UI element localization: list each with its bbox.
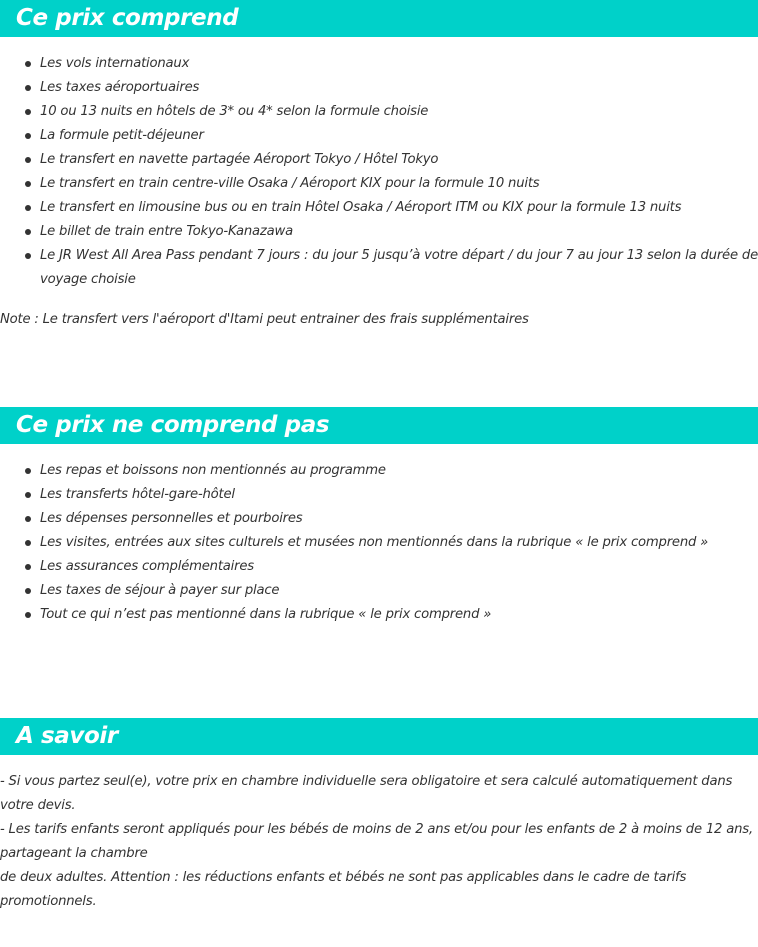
info-paragraph: - Les tarifs enfants seront appliqués pour les bébés de moins de 2 ans et/ou pour les enfants de 2 à moins de 12 ans, partageant la chambre (0, 822, 753, 861)
list-item: Les taxes aéroportuaires (40, 76, 758, 100)
list-item: Le JR West All Area Pass pendant 7 jours : du jour 5 jusqu’à votre départ / du jour 7 au jour 13 selon la durée de voyage choisie (40, 244, 758, 292)
list-item: Les transferts hôtel-gare-hôtel (40, 483, 758, 507)
list-item: Les dépenses personnelles et pourboires (40, 507, 758, 531)
section-header-includes (0, 0, 758, 37)
list-item: Les visites, entrées aux sites culturels et musées non mentionnés dans la rubrique « le prix comprend » (40, 531, 758, 555)
info-paragraph: de deux adultes. Attention : les réductions enfants et bébés ne sont pas applicables dans le cadre de tarifs promotionnels. (0, 870, 687, 909)
section-title-excludes: Ce prix ne comprend pas (16, 412, 330, 438)
list-item: Tout ce qui n’est pas mentionné dans la rubrique « le prix comprend » (40, 603, 758, 627)
list-item: Le transfert en train centre-ville Osaka / Aéroport KIX pour la formule 10 nuits (40, 172, 758, 196)
list-item: Le transfert en limousine bus ou en train Hôtel Osaka / Aéroport ITM ou KIX pour la formule 13 nuits (40, 196, 758, 220)
section-title-info: A savoir (16, 723, 118, 749)
excludes-list (0, 459, 758, 627)
info-paragraph: - Si vous partez seul(e), votre prix en chambre individuelle sera obligatoire et sera calculé automatiquement dans votre devis. (0, 774, 733, 813)
list-item: Les vols internationaux (40, 52, 758, 76)
info-text-block (0, 770, 758, 914)
list-item: Le transfert en navette partagée Aéroport Tokyo / Hôtel Tokyo (40, 148, 758, 172)
list-item: Le billet de train entre Tokyo-Kanazawa (40, 220, 758, 244)
section-header-info (0, 718, 758, 755)
list-item: Les assurances complémentaires (40, 555, 758, 579)
section-header-excludes (0, 407, 758, 444)
includes-note: Note : Le transfert vers l'aéroport d'Itami peut entrainer des frais supplémentaires (0, 312, 529, 327)
includes-list (0, 52, 758, 292)
list-item: 10 ou 13 nuits en hôtels de 3* ou 4* selon la formule choisie (40, 100, 758, 124)
list-item: La formule petit-déjeuner (40, 124, 758, 148)
section-title-includes: Ce prix comprend (16, 5, 239, 31)
list-item: Les taxes de séjour à payer sur place (40, 579, 758, 603)
list-item: Les repas et boissons non mentionnés au programme (40, 459, 758, 483)
